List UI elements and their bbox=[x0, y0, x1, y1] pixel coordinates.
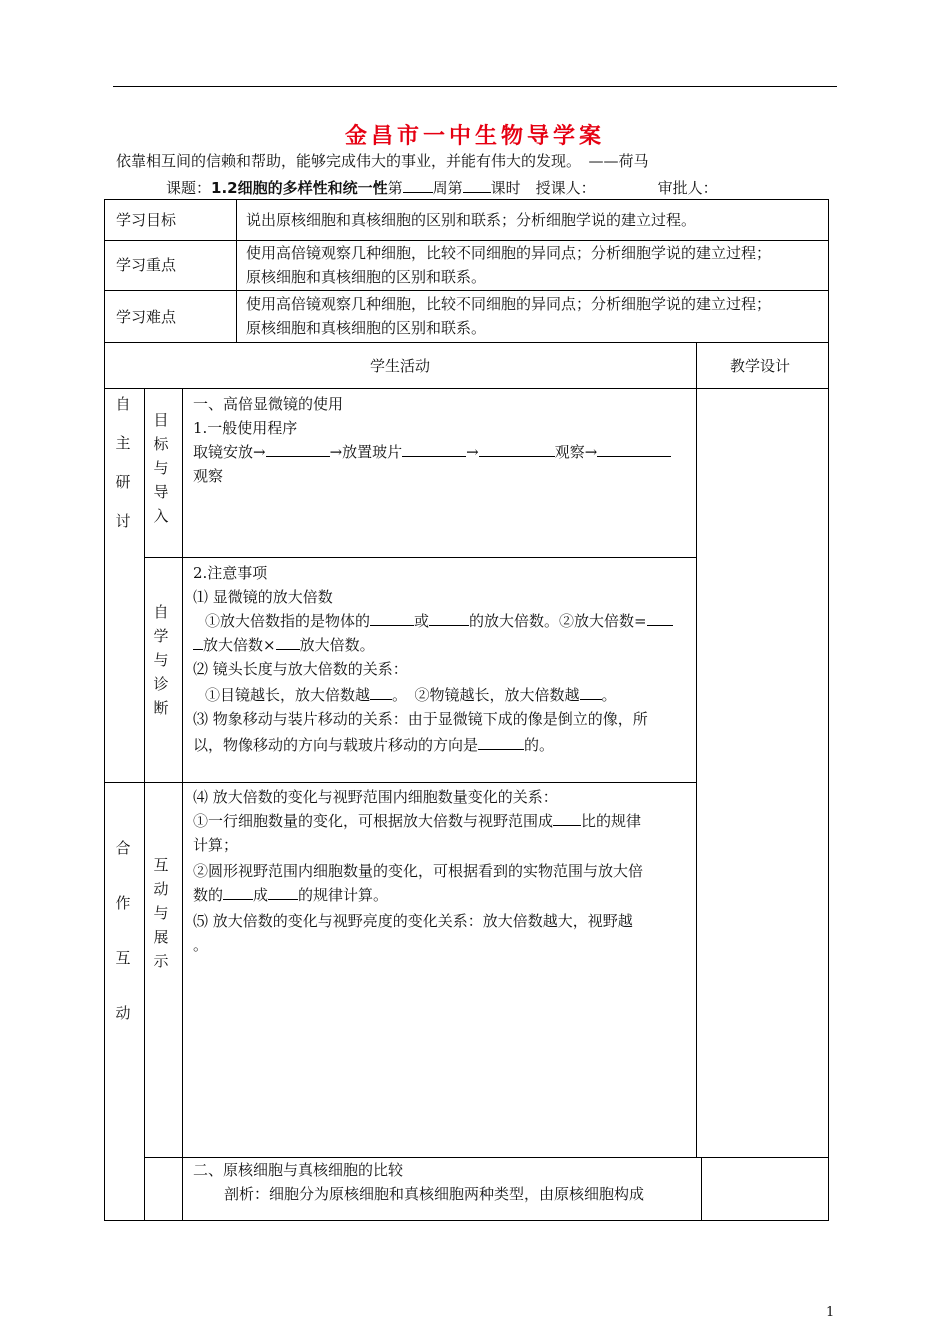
compare-line-1: 二、原核细胞与真核细胞的比较 bbox=[193, 1161, 404, 1179]
row-label-focus: 学习重点 bbox=[116, 256, 177, 274]
section-interact: 互 动 与 展 示 bbox=[153, 856, 169, 970]
goal-line-4: 观察 bbox=[193, 467, 224, 485]
diag-line-7: ⑶ 物象移动与装片移动的关系：由于显微镜下成的像是倒立的像，所 bbox=[193, 710, 648, 728]
goal-line-2: 1.一般使用程序 bbox=[193, 419, 298, 437]
interact-line-4: ②圆形视野范围内细胞数量的变化，可根据看到的实物范围与放大倍 bbox=[193, 862, 644, 880]
blank-period bbox=[463, 178, 491, 193]
motto: 依靠相互间的信赖和帮助，能够完成伟大的事业，并能有伟大的发现。 ——荷马 bbox=[116, 152, 649, 170]
page-number: 1 bbox=[826, 1305, 835, 1320]
row-label-difficulty: 学习难点 bbox=[116, 308, 177, 326]
topic-period: 课时 bbox=[490, 179, 521, 197]
row-content-focus-2: 原核细胞和真核细胞的区别和联系。 bbox=[246, 268, 487, 286]
topic-reviewer: 审批人： bbox=[657, 179, 718, 197]
row-content-difficulty-1: 使用高倍镜观察几种细胞，比较不同细胞的异同点；分析细胞学说的建立过程； bbox=[246, 295, 772, 313]
section-self-study: 自 主 研 讨 bbox=[115, 395, 131, 530]
topic-week2: 周第 bbox=[432, 179, 463, 197]
topic-teacher: 授课人： bbox=[535, 179, 596, 197]
column-header-student: 学生活动 bbox=[370, 357, 431, 375]
interact-line-5: 数的 成 的规律计算。 bbox=[193, 886, 389, 904]
blank-week bbox=[403, 178, 433, 193]
interact-line-2: ①一行细胞数量的变化，可根据放大倍数与视野范围成 比的规律 bbox=[193, 812, 642, 830]
interact-line-3: 计算； bbox=[193, 836, 239, 854]
column-header-design: 教学设计 bbox=[730, 357, 791, 375]
goal-line-3: 取镜安放→ →放置玻片 → 观察→ bbox=[193, 440, 671, 464]
row-content-focus-1: 使用高倍镜观察几种细胞，比较不同细胞的异同点；分析细胞学说的建立过程； bbox=[246, 244, 772, 262]
section-goal-intro: 目 标 与 导 入 bbox=[153, 411, 169, 525]
row-content-goal: 说出原核细胞和真核细胞的区别和联系；分析细胞学说的建立过程。 bbox=[246, 211, 697, 229]
section-cooperate: 合 作 互 动 bbox=[115, 839, 131, 1022]
page-title: 金昌市一中生物导学案 bbox=[344, 123, 605, 149]
diag-line-5: ⑵ 镜头长度与放大倍数的关系： bbox=[193, 660, 408, 678]
diag-line-8: 以，物像移动的方向与载玻片移动的方向是 的。 bbox=[193, 736, 555, 754]
compare-line-2: 剖析：细胞分为原核细胞和真核细胞两种类型，由原核细胞构成 bbox=[224, 1185, 645, 1203]
row-content-difficulty-2: 原核细胞和真核细胞的区别和联系。 bbox=[246, 319, 487, 337]
section-self-diagnosis: 自 学 与 诊 断 bbox=[153, 603, 169, 717]
diag-line-4: 放大倍数× 放大倍数。 bbox=[193, 633, 375, 657]
goal-line-1: 一、高倍显微镜的使用 bbox=[193, 395, 344, 413]
topic-line bbox=[166, 177, 718, 198]
topic-week: 第 bbox=[387, 179, 403, 197]
topic-name: 1.2细胞的多样性和统一性 bbox=[211, 179, 388, 197]
diag-line-6: ①目镜越长，放大倍数越 。 ②物镜越长，放大倍数越 。 bbox=[205, 686, 617, 704]
row-label-goal: 学习目标 bbox=[116, 211, 177, 229]
topic-prefix: 课题： bbox=[166, 179, 212, 197]
header-rule bbox=[113, 86, 837, 87]
interact-line-7: 。 bbox=[193, 936, 209, 954]
diag-line-2: ⑴ 显微镜的放大倍数 bbox=[193, 588, 333, 606]
diag-line-3: ①放大倍数指的是物体的 或 的放大倍数。②放大倍数= bbox=[205, 609, 673, 633]
interact-line-6: ⑸ 放大倍数的变化与视野亮度的变化关系：放大倍数越大，视野越 bbox=[193, 912, 633, 930]
interact-line-1: ⑷ 放大倍数的变化与视野范围内细胞数量变化的关系： bbox=[193, 788, 558, 806]
diag-line-1: 2.注意事项 bbox=[193, 564, 268, 582]
